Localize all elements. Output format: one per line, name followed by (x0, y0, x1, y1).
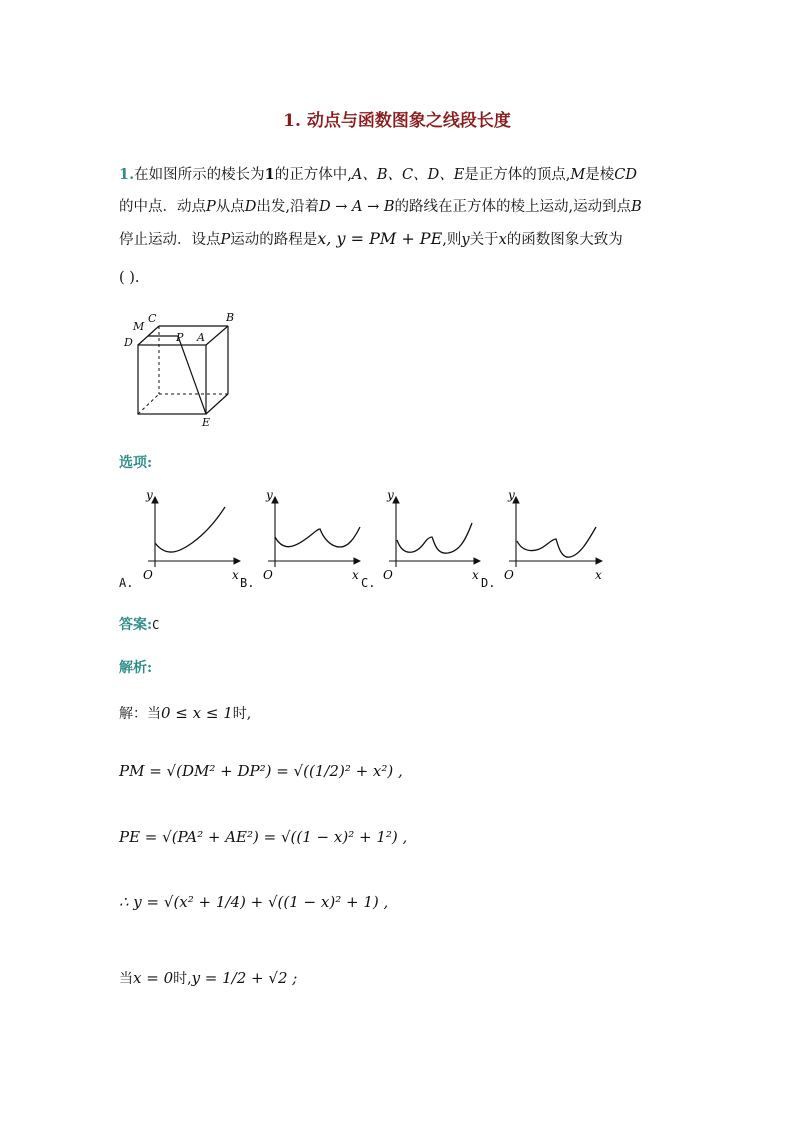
range-expression: 0 ≤ x ≤ 1 (161, 704, 233, 722)
option-graph-d (504, 488, 602, 582)
label-E: E (202, 416, 211, 429)
svg-text:O: O (143, 568, 153, 582)
label-A: A (197, 331, 205, 344)
segment-PE (178, 336, 206, 414)
svg-text:x: x (472, 568, 479, 582)
equation-pm: PM = √(DM² + DP²) = √((1/2)² + x²) , (119, 762, 403, 780)
label-M: M (133, 320, 145, 333)
label-P: P (176, 331, 184, 344)
option-label-a: A. (119, 576, 134, 590)
svg-text:y: y (146, 488, 153, 502)
svg-text:y: y (387, 488, 394, 502)
equation-y: ∴ y = √(x² + 1/4) + √((1 − x)² + 1) , (119, 893, 389, 911)
x0-value: y = 1/2 + √2 ; (191, 969, 298, 987)
answer-parentheses: ( ). (119, 270, 140, 286)
svg-text:y: y (266, 488, 273, 502)
option-label-d: D. (481, 576, 496, 590)
options-label: 选项: (119, 455, 153, 471)
svg-text:x: x (595, 568, 602, 582)
analysis-label: 解析: (119, 660, 153, 676)
option-label-b: B. (240, 576, 255, 590)
option-graph-b (263, 488, 360, 582)
question-line-2: 的中点．动点P从点D出发,沿着D → A → B的路线在正方体的棱上运动,运动到点B (119, 199, 642, 215)
answer-label: 答案: (119, 617, 153, 633)
xy-expression: x, y = PM + PE (317, 229, 443, 248)
question-line-1: 1.在如图所示的棱长为1的正方体中,A、B、C、D、E是正方体的顶点,M是棱CD (119, 166, 637, 183)
svg-text:O: O (504, 568, 514, 582)
svg-text:x: x (352, 568, 359, 582)
option-graphs (118, 485, 618, 590)
page-title: 1. 动点与函数图象之线段长度 (283, 111, 511, 131)
svg-text:O: O (263, 568, 273, 582)
label-D: D (124, 336, 133, 349)
cube-figure (118, 308, 248, 433)
label-C: C (148, 312, 157, 325)
option-graph-c (383, 488, 480, 582)
question-number: 1. (119, 166, 135, 183)
option-graph-a (143, 488, 240, 582)
solution-x0: 当x = 0时,y = 1/2 + √2 ; (119, 969, 298, 987)
option-label-c: C. (361, 576, 376, 590)
answer-value: C (152, 618, 160, 632)
question-line-3: 停止运动．设点P运动的路程是x, y = PM + PE,则y关于x的函数图象大致为 (119, 229, 623, 248)
path-expression: D → A → B (319, 199, 395, 215)
points-list: A、B、C、D、E (351, 167, 465, 183)
equation-pe: PE = √(PA² + AE²) = √((1 − x)² + 1²) , (119, 828, 408, 846)
svg-text:O: O (383, 568, 393, 582)
answer-row (119, 614, 159, 634)
svg-text:x: x (232, 568, 239, 582)
solution-intro: 解：当0 ≤ x ≤ 1时, (119, 704, 252, 722)
label-B: B (226, 311, 235, 324)
svg-text:y: y (508, 488, 515, 502)
